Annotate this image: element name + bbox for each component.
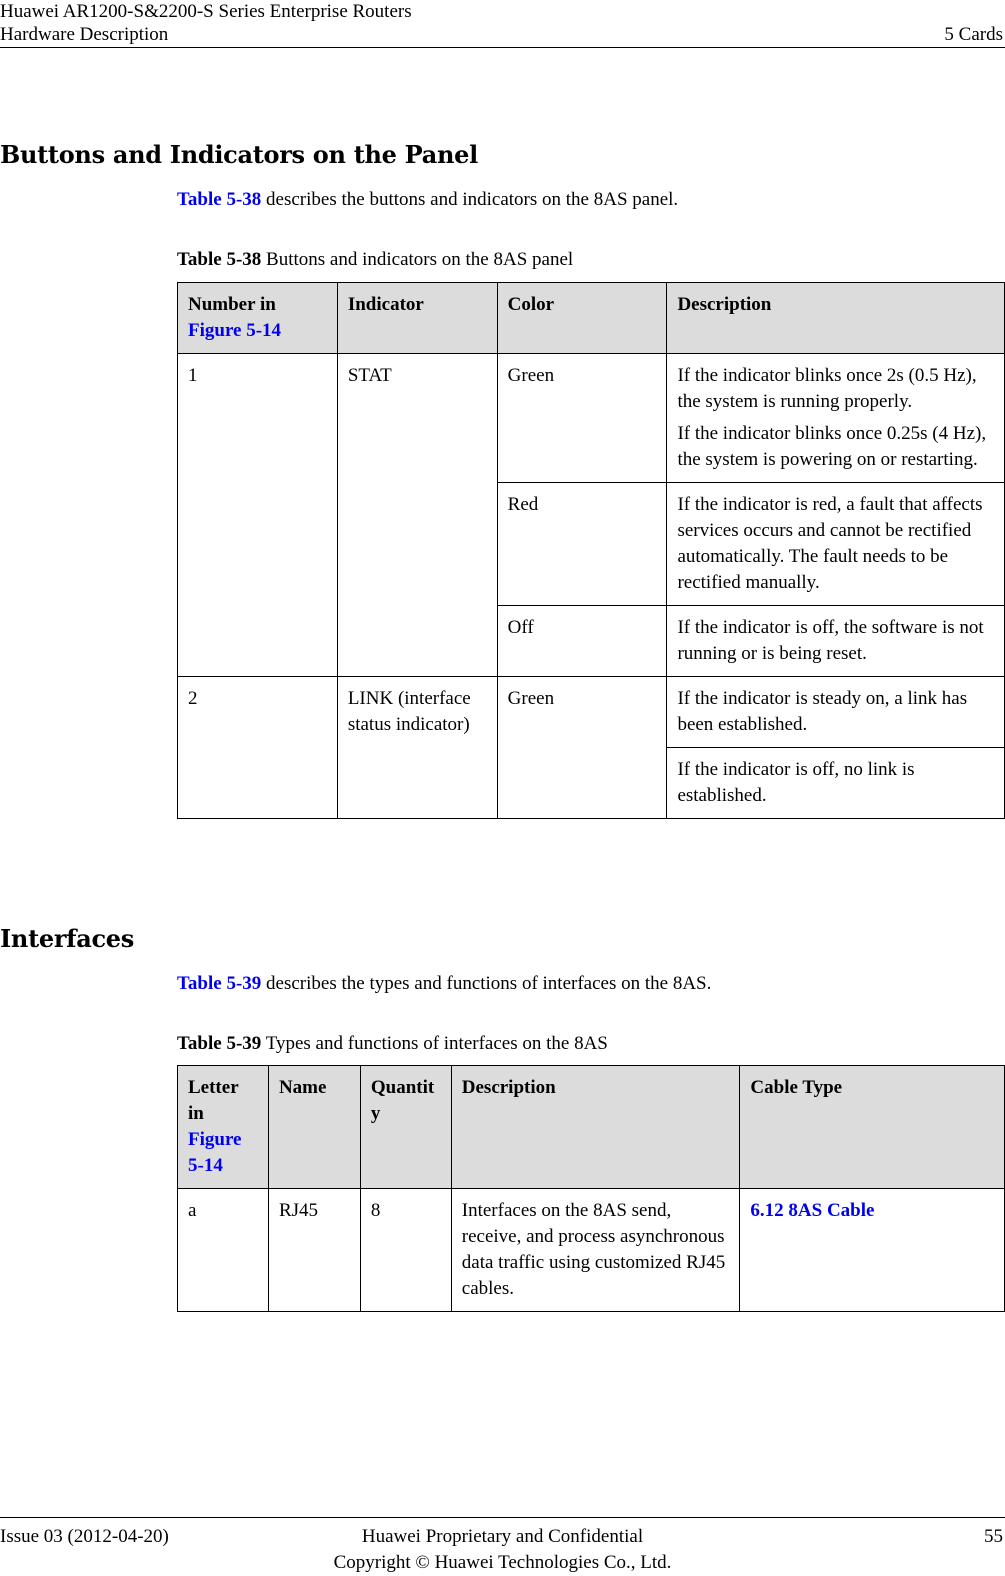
cell-description: If the indicator blinks once 2s (0.5 Hz), the system is running properly. If the indicator blinks once 0.25s (4 Hz), the system is powering on or restarting. bbox=[667, 354, 1005, 483]
cell-color: Green bbox=[497, 677, 667, 819]
header-description: Description bbox=[451, 1066, 740, 1189]
caption-number: Table 5-39 bbox=[177, 1033, 262, 1054]
table-row bbox=[178, 1189, 1005, 1312]
cable-link[interactable]: 6.12 8AS Cable bbox=[750, 1200, 875, 1221]
caption-text: Buttons and indicators on the 8AS panel bbox=[261, 249, 574, 270]
table-row bbox=[178, 677, 1005, 748]
cell-quantity: 8 bbox=[360, 1189, 451, 1312]
section-heading-buttons: Buttons and Indicators on the Panel bbox=[0, 140, 478, 169]
cell-description: If the indicator is red, a fault that affects services occurs and cannot be rectified automatically. The fault needs to be rectified manually. bbox=[667, 483, 1005, 606]
section2-intro bbox=[177, 973, 711, 995]
header-quantity: Quantity bbox=[360, 1066, 451, 1189]
cell-description: If the indicator is off, the software is not running or is being reset. bbox=[667, 606, 1005, 677]
cell-name: RJ45 bbox=[268, 1189, 360, 1312]
cell-description: Interfaces on the 8AS send, receive, and process asynchronous data traffic using customized RJ45 cables. bbox=[451, 1189, 740, 1312]
table-5-39-link[interactable]: Table 5-39 bbox=[177, 973, 262, 994]
section-heading-interfaces: Interfaces bbox=[0, 924, 134, 953]
caption-number: Table 5-38 bbox=[177, 249, 262, 270]
cell-description: If the indicator is off, no link is established. bbox=[667, 748, 1005, 819]
doc-title: Huawei AR1200-S&2200-S Series Enterprise Routers bbox=[0, 1, 412, 22]
cell-color: Off bbox=[497, 606, 667, 677]
cell-indicator: STAT bbox=[337, 354, 497, 677]
footer-center bbox=[0, 1524, 1005, 1576]
figure-5-14-link[interactable]: Figure 5-14 bbox=[188, 320, 282, 341]
intro-text: describes the types and functions of interfaces on the 8AS. bbox=[261, 973, 712, 994]
header-letter: Letter in Figure 5-14 bbox=[178, 1066, 269, 1189]
header-cable-type: Cable Type bbox=[740, 1066, 1005, 1189]
table-5-39-caption bbox=[177, 1033, 608, 1055]
table-5-38-link[interactable]: Table 5-38 bbox=[177, 189, 262, 210]
table-5-38-caption bbox=[177, 249, 573, 271]
header-name: Name bbox=[268, 1066, 360, 1189]
copyright-label: Copyright © Huawei Technologies Co., Ltd. bbox=[333, 1552, 672, 1573]
indicators-table bbox=[177, 282, 1005, 819]
cell-description: If the indicator is steady on, a link has been established. bbox=[667, 677, 1005, 748]
section1-intro bbox=[177, 189, 678, 211]
table-header-row bbox=[178, 1066, 1005, 1189]
header-indicator: Indicator bbox=[337, 283, 497, 354]
header-description: Description bbox=[667, 283, 1005, 354]
issue-label: Issue 03 (2012-04-20) bbox=[0, 1526, 169, 1547]
page-number: 55 bbox=[984, 1526, 1003, 1547]
chapter-label: 5 Cards bbox=[944, 24, 1003, 45]
cell-letter: a bbox=[178, 1189, 269, 1312]
page-header bbox=[0, 0, 1005, 48]
figure-5-14-link[interactable]: Figure 5-14 bbox=[188, 1129, 242, 1176]
confidential-label: Huawei Proprietary and Confidential bbox=[361, 1526, 644, 1547]
table-header-row bbox=[178, 283, 1005, 354]
cell-color: Green bbox=[497, 354, 667, 483]
interfaces-table bbox=[177, 1065, 1005, 1312]
cell-number: 2 bbox=[178, 677, 338, 819]
table-row bbox=[178, 354, 1005, 483]
doc-subtitle: Hardware Description bbox=[0, 24, 169, 45]
cell-number: 1 bbox=[178, 354, 338, 677]
cell-indicator: LINK (interface status indicator) bbox=[337, 677, 497, 819]
page-footer bbox=[0, 1517, 1005, 1573]
caption-text: Types and functions of interfaces on the 8AS bbox=[261, 1033, 608, 1054]
cell-cable-type bbox=[740, 1189, 1005, 1312]
header-number: Number in Figure 5-14 bbox=[178, 283, 338, 354]
intro-text: describes the buttons and indicators on the 8AS panel. bbox=[261, 189, 679, 210]
cell-color: Red bbox=[497, 483, 667, 606]
header-color: Color bbox=[497, 283, 667, 354]
